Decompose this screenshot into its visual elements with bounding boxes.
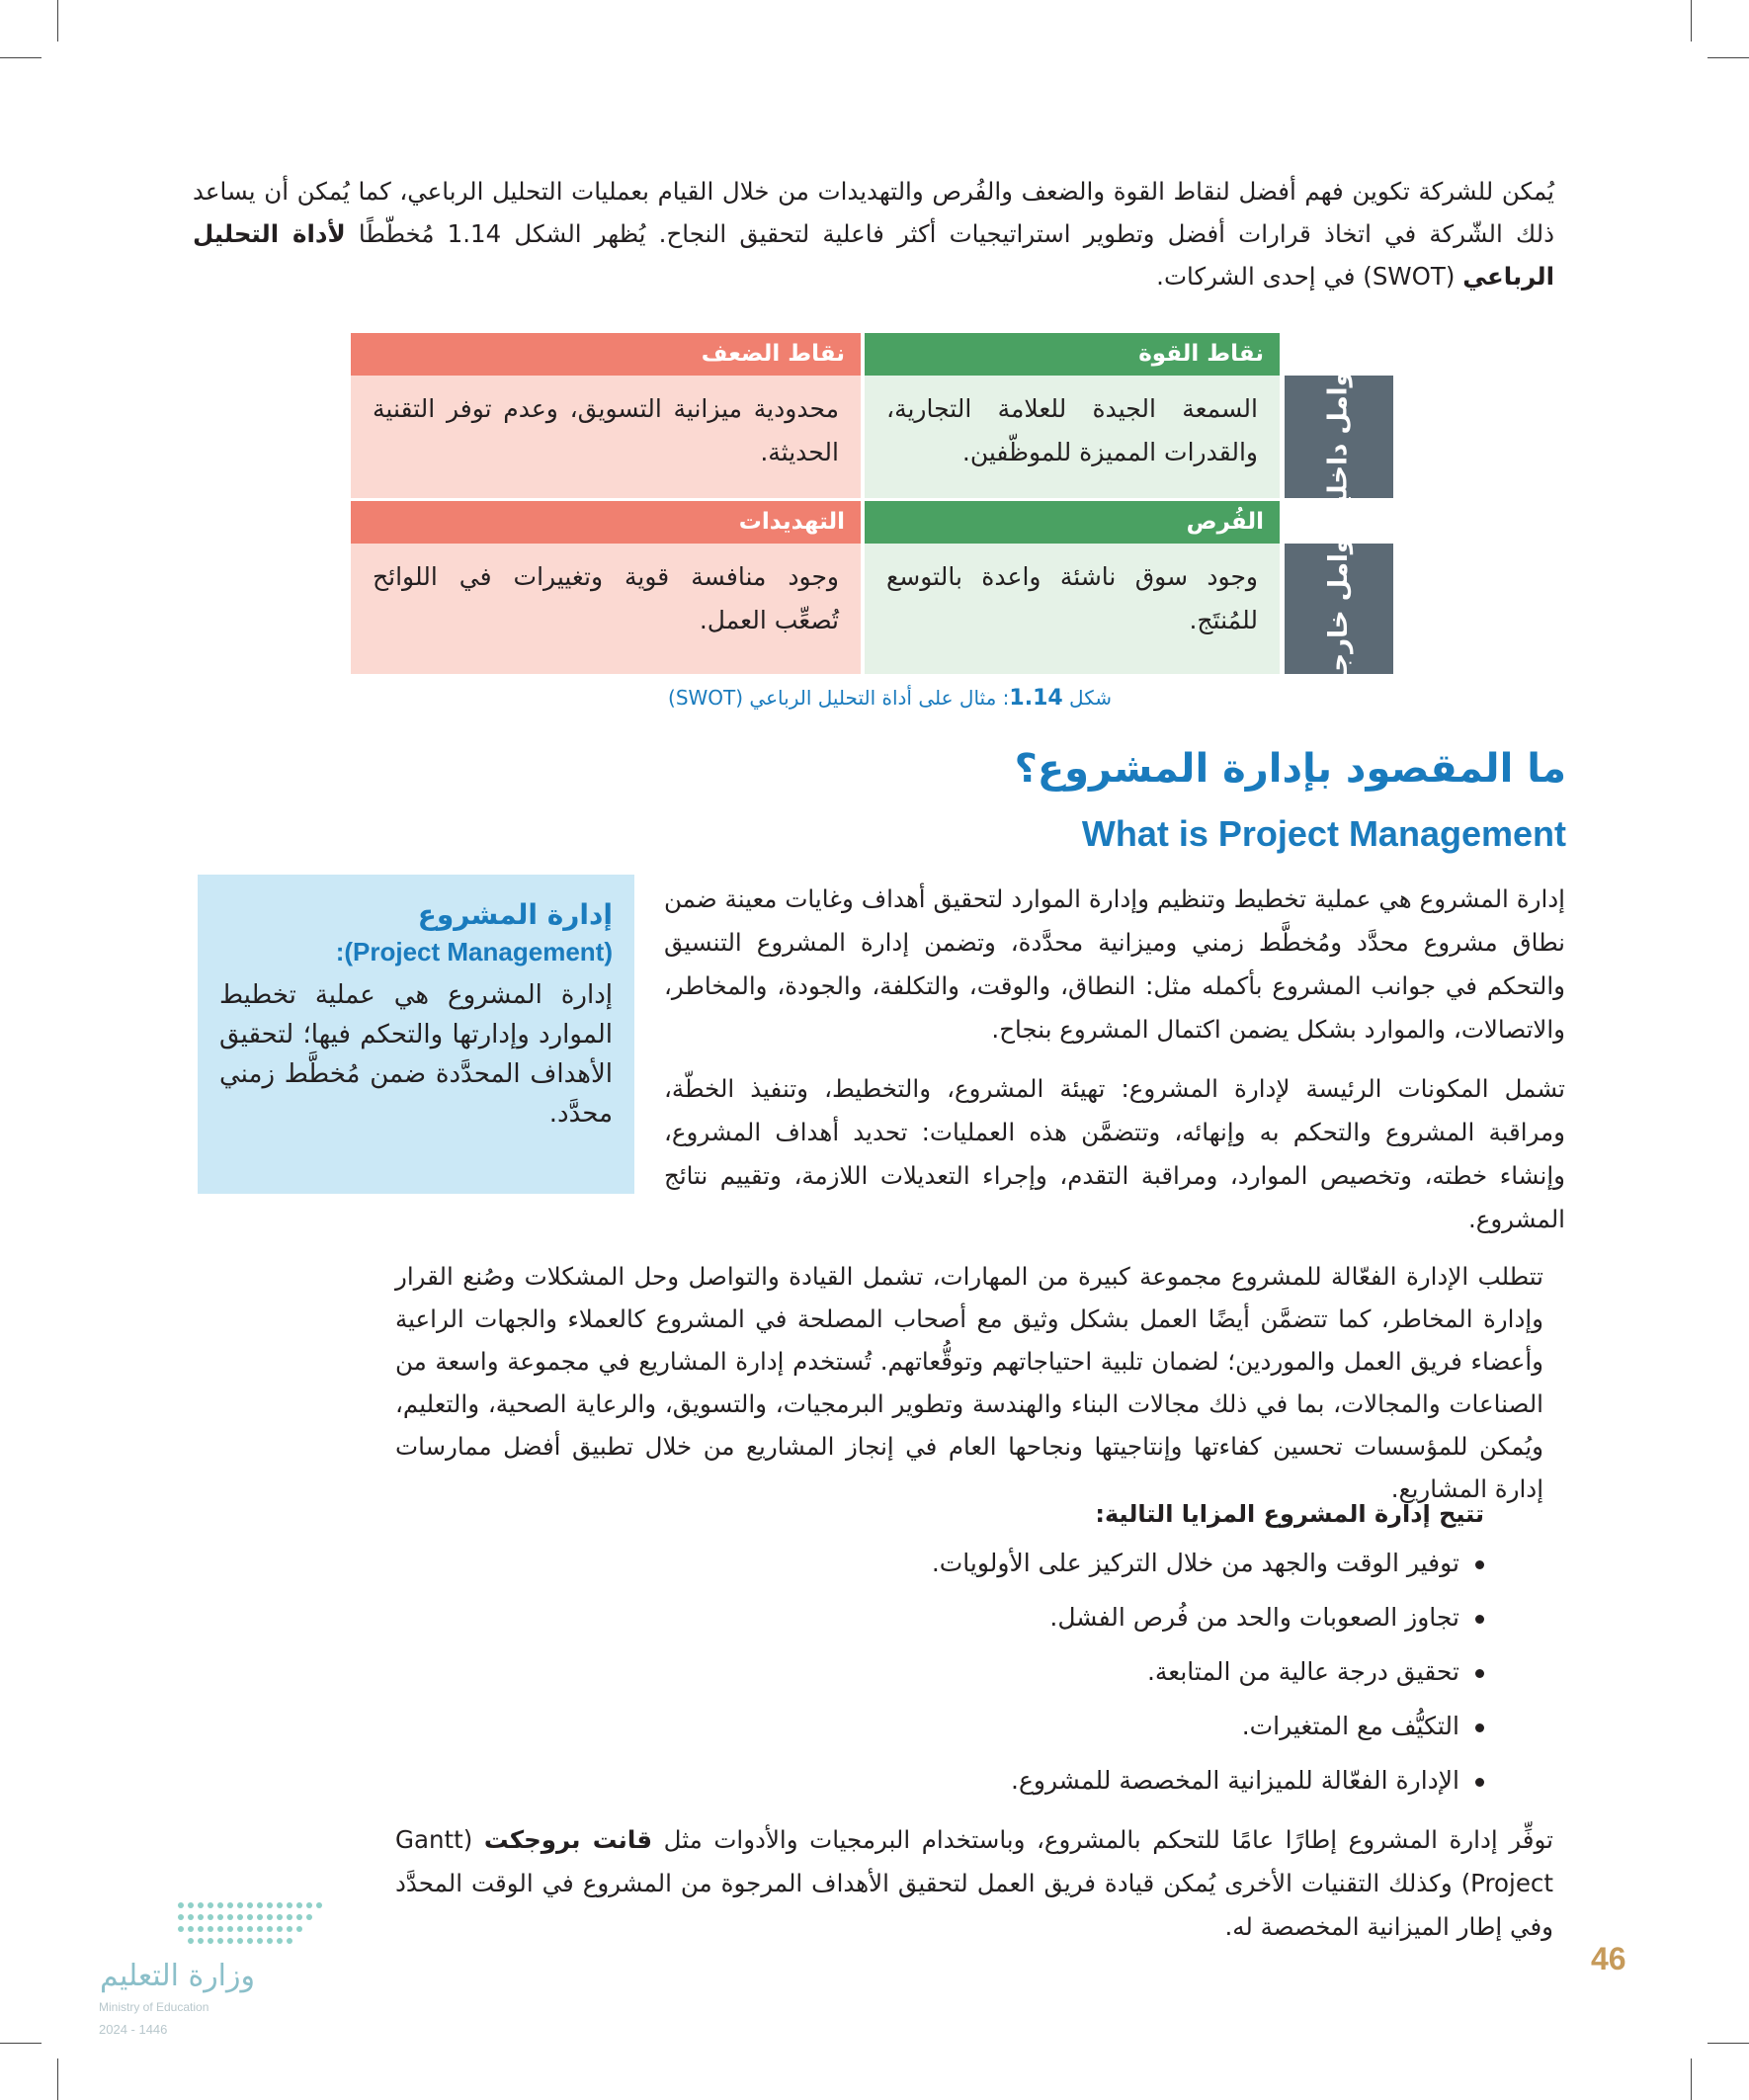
advantages-list <box>791 1544 1484 1815</box>
paragraph-definition: إدارة المشروع هي عملية تخطيط وتنظيم وإدارة الموارد لتحقيق أهداف وغايات معينة ضمن نطاق مشروع محدَّد ومُخطَّط زمني وميزانية محدَّدة، وتضمن إدارة المشروع التنسيق والتحكم في جوانب المشروع بأكمله مثل: النطاق، والوقت، والتكلفة، والجودة، والمخاطر، والاتصالات، والموارد بشكل يضمن اكتمال المشروع بنجاح. <box>664 884 1565 1044</box>
crop-mark <box>57 2058 58 2100</box>
paragraph-skills: تتطلب الإدارة الفعّالة للمشروع مجموعة كبيرة من المهارات، تشمل القيادة والتواصل وحل المشكلات وصُنع القرار وإدارة المخاطر، كما تتضمَّن أيضًا العمل بشكل وثيق مع أصحاب المصلحة في المشروع كالعملاء والجهات الراعية وأعضاء فريق العمل والموردين؛ لضمان تلبية احتياجاتهم وتوقُّعاتهم. تُستخدم إدارة المشاريع في مجموعة واسعة من الصناعات والمجالات، بما في ذلك مجالات البناء والهندسة وتطوير البرمجيات، والتسويق، والرعاية الصحية، والتعليم، ويُمكن للمؤسسات تحسين كفاءتها وإنتاجيتها ونجاحها العام في إنجاز المشاريع من خلال تطبيق أفضل ممارسات إدارة المشاريع. <box>395 1262 1543 1503</box>
opportunities-header: الفُرص <box>865 501 1280 544</box>
ministry-name-arabic: وزارة التعليم <box>99 1959 255 1993</box>
threats-header: التهديدات <box>351 501 861 544</box>
bullet-icon <box>1475 1615 1484 1624</box>
bullet-icon <box>1475 1723 1484 1732</box>
advantages-title: تتيح إدارة المشروع المزايا التالية: <box>1095 1500 1484 1528</box>
bullet-icon <box>1475 1560 1484 1569</box>
threats-cell: وجود منافسة قوية وتغييرات في اللوائح تُصعِّب العمل. <box>351 544 861 674</box>
caption-number: 1.14 <box>1009 686 1063 711</box>
strengths-header: نقاط القوة <box>865 333 1280 376</box>
definition-box <box>198 875 634 1194</box>
caption-text: : مثال على أداة التحليل الرباعي (SWOT) <box>668 686 1010 710</box>
figure-caption <box>395 686 1112 711</box>
crop-mark <box>1707 2043 1749 2044</box>
intro-bold: لأداة التحليل الرباعي <box>193 219 1554 291</box>
crop-mark <box>1707 57 1749 58</box>
gantt-project-name: قانت بروجكت <box>483 1825 653 1854</box>
section-heading-english: What is Project Management <box>1081 813 1566 854</box>
list-item: توفير الوقت والجهد من خلال التركيز على الأولويات. <box>791 1544 1484 1598</box>
section-heading-arabic: ما المقصود بإدارة المشروع؟ <box>1014 746 1566 792</box>
opportunities-cell: وجود سوق ناشئة واعدة بالتوسع للمُنتَج. <box>865 544 1280 674</box>
page-number: 46 <box>1591 1941 1626 1976</box>
list-item: تحقيق درجة عالية من المتابعة. <box>791 1652 1484 1707</box>
definition-title: إدارة المشروع <box>417 898 613 931</box>
strengths-cell: السمعة الجيدة للعلامة التجارية، والقدرات المميزة للموظّفين. <box>865 376 1280 498</box>
list-item: التكيُّف مع المتغيرات. <box>791 1707 1484 1761</box>
ministry-name-english: Ministry of Education <box>99 2000 209 2014</box>
caption-prefix: شكل <box>1069 686 1112 710</box>
crop-mark <box>0 57 42 58</box>
list-item: تجاوز الصعوبات والحد من فُرص الفشل. <box>791 1598 1484 1652</box>
intro-paragraph <box>193 170 1554 297</box>
crop-mark <box>0 2043 42 2044</box>
crop-mark <box>1691 0 1692 42</box>
internal-factors-label: عوامل داخلية <box>1285 376 1393 498</box>
crop-mark <box>1691 2058 1692 2100</box>
crop-mark <box>57 0 58 42</box>
ministry-year: 2024 - 1446 <box>99 2022 168 2037</box>
paragraph-gantt: توفِّر إدارة المشروع إطارًا عامًا للتحكم بالمشروع، وباستخدام البرمجيات والأدوات مثل قانت بروجكت (Gantt Project) وكذلك التقنيات الأخرى يُمكن قيادة فريق العمل لتحقيق الأهداف المرجوة من المشروع في الوقت المحدَّد وفي إطار الميزانية المخصصة له. <box>395 1825 1553 1941</box>
list-item: الإدارة الفعّالة للميزانية المخصصة للمشروع. <box>791 1761 1484 1815</box>
external-factors-label: عوامل خارجية <box>1285 544 1393 674</box>
intro-text: يُمكن للشركة تكوين فهم أفضل لنقاط القوة والضعف والفُرص والتهديدات من خلال القيام بعمليات التحليل الرباعي، كما يُمكن أن يساعد ذلك الشّركة في اتخاذ قرارات أفضل وتطوير استراتيجيات أكثر فاعلية لتحقيق النجاح. يُظهر الشكل 1.14 مُخطّطًا <box>193 177 1554 248</box>
definition-body: إدارة المشروع هي عملية تخطيط الموارد وإدارتها والتحكم فيها؛ لتحقيق الأهداف المحدَّدة ضمن مُخطَّط زمني محدَّد. <box>219 980 613 1129</box>
bullet-icon <box>1475 1669 1484 1678</box>
weaknesses-cell: محدودية ميزانية التسويق، وعدم توفر التقنية الحديثة. <box>351 376 861 498</box>
ministry-logo-icon <box>173 1897 331 1957</box>
bullet-icon <box>1475 1778 1484 1787</box>
intro-text-end: (SWOT) في إحدى الشركات. <box>1156 262 1463 291</box>
weaknesses-header: نقاط الضعف <box>351 333 861 376</box>
paragraph-components: تشمل المكونات الرئيسة لإدارة المشروع: تهيئة المشروع، والتخطيط، وتنفيذ الخطّة، ومراقبة المشروع والتحكم به وإنهائه، وتتضمَّن هذه العمليات: تحديد أهداف المشروع، وإنشاء خطته، وتخصيص الموارد، ومراقبة التقدم، وإجراء التعديلات اللازمة، وتقييم نتائج المشروع. <box>664 1074 1565 1233</box>
definition-english: (Project Management): <box>335 937 613 966</box>
